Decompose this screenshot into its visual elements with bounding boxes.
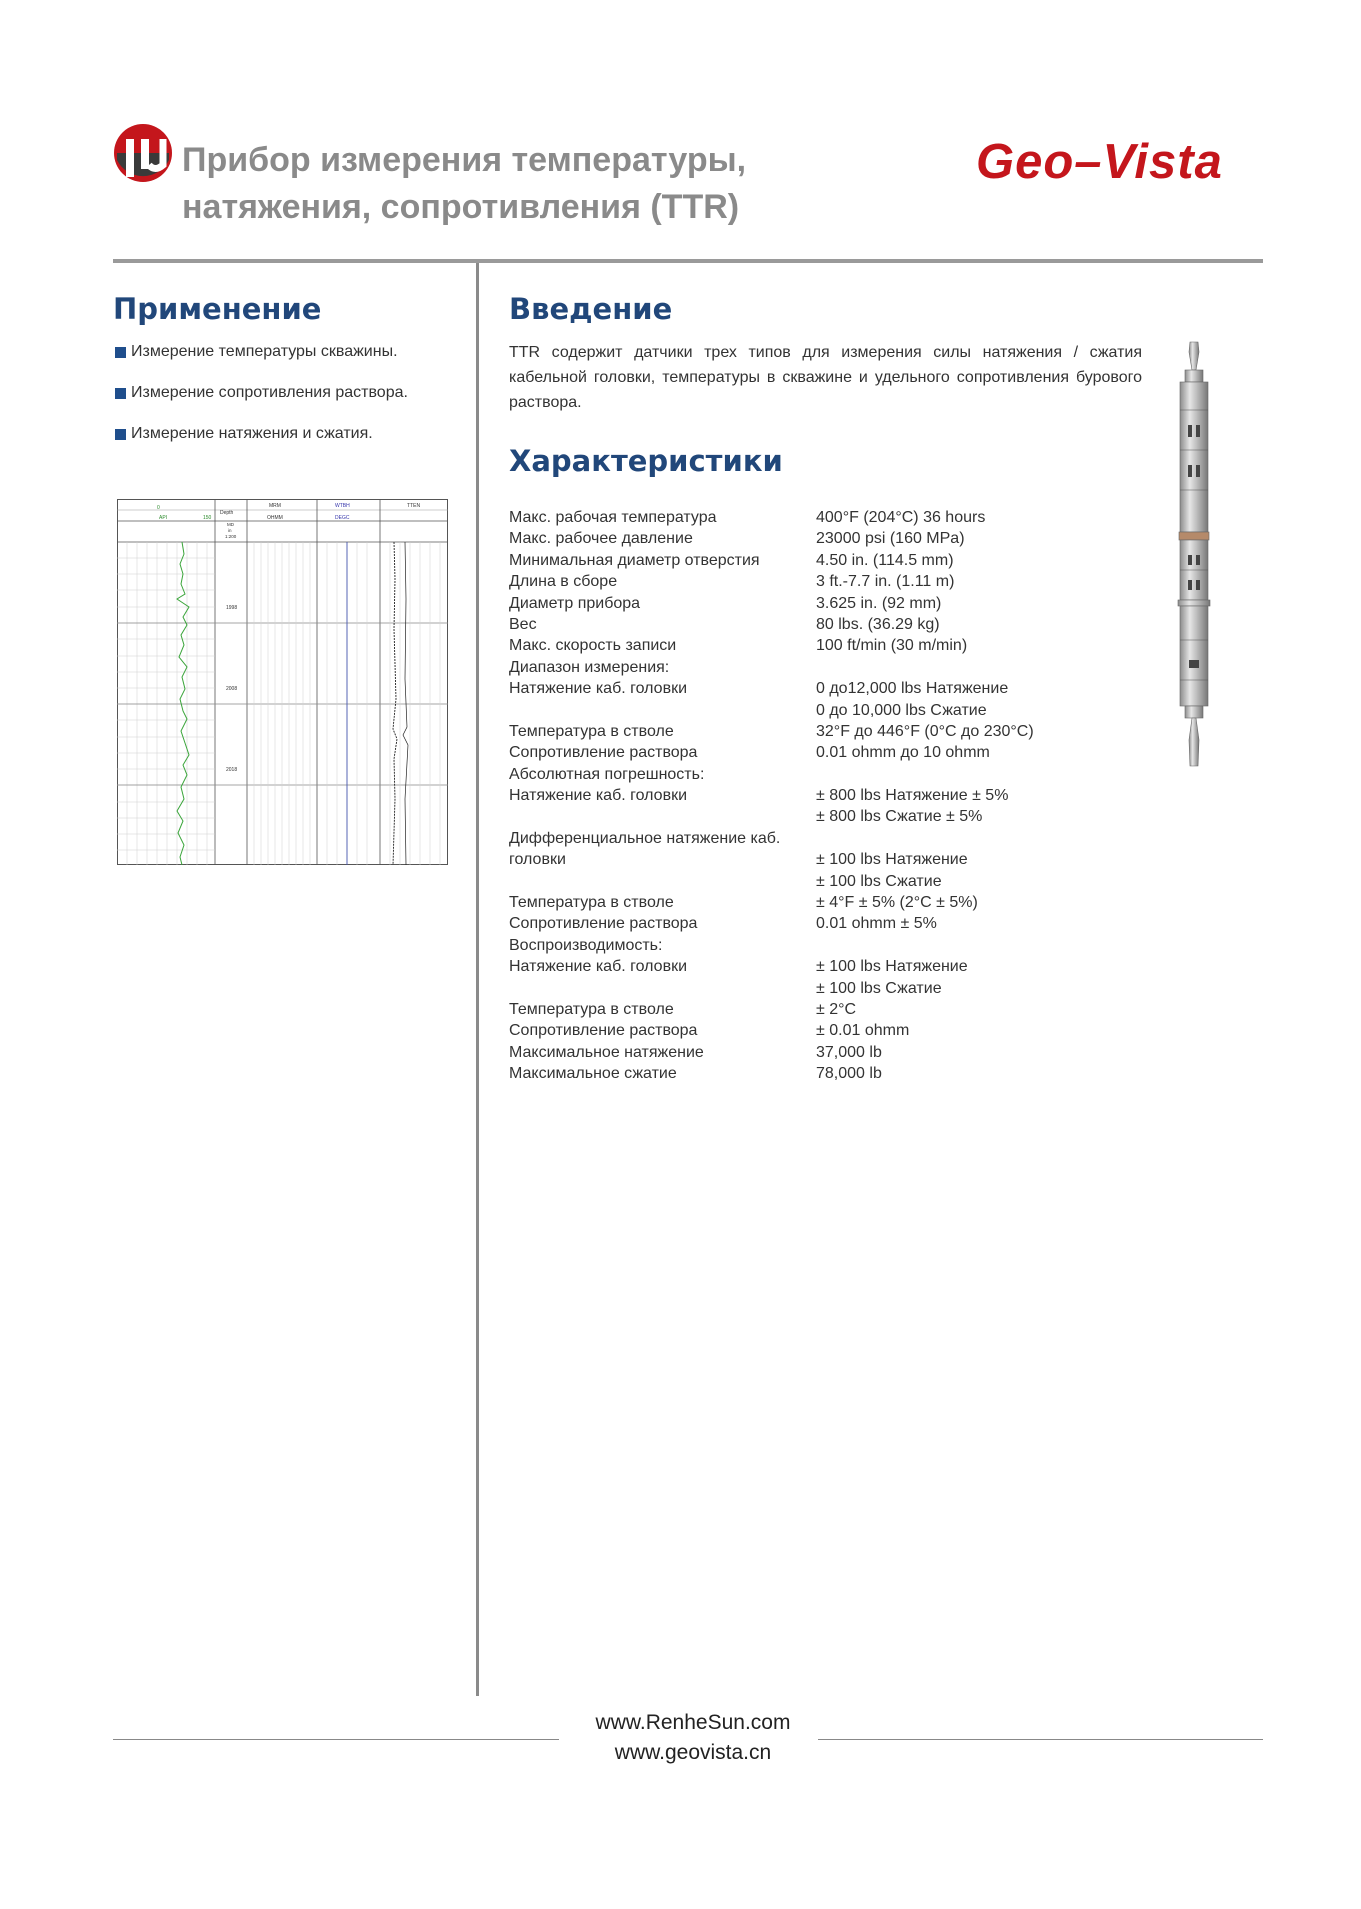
brand-logo-text: Geo–Vista xyxy=(976,135,1223,189)
depth-header: Depth xyxy=(220,510,234,516)
spec-label: Температура в стволе xyxy=(509,722,674,740)
spec-value: 78,000 lb xyxy=(816,1065,882,1083)
spec-value: 3.625 in. (92 mm) xyxy=(816,594,942,612)
spec-label: Вес xyxy=(509,615,537,633)
footer-link-renhesun[interactable]: www.RenheSun.com xyxy=(595,1711,791,1734)
spec-label: Минимальная диаметр отверстия xyxy=(509,551,760,569)
spec-label: Макс. рабочее давление xyxy=(509,530,693,548)
list-item xyxy=(113,343,408,384)
depth-tick: 1998 xyxy=(226,605,238,611)
bullet-icon xyxy=(115,388,126,399)
track1-scale-unit: API xyxy=(159,515,168,521)
well-log-image xyxy=(117,499,448,865)
footer-rule-left xyxy=(113,1739,559,1740)
spec-value: 100 ft/min (30 m/min) xyxy=(816,637,968,655)
bullet-icon xyxy=(115,429,126,440)
application-heading: Применение xyxy=(113,292,322,326)
spec-value: ± 800 lbs Сжатие ± 5% xyxy=(816,808,983,826)
list-item-text: Измерение натяжения и сжатия. xyxy=(131,425,373,442)
spec-label: Диаметр прибора xyxy=(509,594,641,612)
track3-units: DEGC xyxy=(335,515,350,521)
depth-unit-in: in xyxy=(228,528,232,533)
title-line-1: Прибор измерения температуры, xyxy=(182,141,747,179)
application-list xyxy=(113,343,408,466)
spec-value: ± 100 lbs Сжатие xyxy=(816,872,942,890)
spec-label: Температура в стволе xyxy=(509,1000,674,1018)
spec-label: Натяжение каб. головки xyxy=(509,787,687,805)
track3-header: WTBH xyxy=(335,503,350,509)
spec-value: 0 до12,000 lbs Натяжение xyxy=(816,680,1009,698)
spec-value: ± 100 lbs Натяжение xyxy=(816,851,968,869)
track1-scale-max: 150 xyxy=(203,515,212,521)
spec-value: ± 4°F ± 5% (2°C ± 5%) xyxy=(816,894,978,912)
spec-label: Макс. скорость записи xyxy=(509,637,677,655)
spec-label: Воспроизводимость: xyxy=(509,936,663,954)
intro-text: TTR содержит датчики трех типов для измерения силы натяжения / сжатия кабельной головки, температуры в скважине и удельного сопротивления бурового раствора. xyxy=(509,344,1142,411)
spec-value: 4.50 in. (114.5 mm) xyxy=(816,551,954,569)
spec-label: Диапазон измерения: xyxy=(509,658,670,676)
depth-unit-md: MD xyxy=(227,522,234,527)
depth-unit-scale: 1:200 xyxy=(225,534,237,539)
track4-header: TTEN xyxy=(407,503,421,509)
intro-heading: Введение xyxy=(509,292,673,326)
column-divider xyxy=(476,263,479,1696)
list-item-text: Измерение сопротивления раствора. xyxy=(131,384,408,401)
track1-scale-min: 0 xyxy=(157,505,160,511)
bullet-icon xyxy=(115,347,126,358)
spec-label: Натяжение каб. головки xyxy=(509,958,687,976)
spec-value: 80 lbs. (36.29 kg) xyxy=(816,615,940,633)
company-logo xyxy=(113,122,173,184)
spec-label: Дифференциальное натяжение каб. xyxy=(509,829,781,847)
spec-label: Сопротивление раствора xyxy=(509,915,698,933)
track2-header: MRM xyxy=(269,503,281,509)
spec-value: ± 2°C xyxy=(816,1000,857,1018)
spec-value: ± 800 lbs Натяжение ± 5% xyxy=(816,787,1009,805)
spec-value: 3 ft.-7.7 in. (1.11 m) xyxy=(816,573,955,591)
list-item-text: Измерение температуры скважины. xyxy=(131,343,398,360)
spec-label: Абсолютная погрешность: xyxy=(509,765,705,783)
spec-label: головки xyxy=(509,851,566,869)
track2-units: OHMM xyxy=(267,515,283,521)
spec-value: 32°F до 446°F (0°C до 230°C) xyxy=(816,722,1034,740)
spec-label: Сопротивление раствора xyxy=(509,744,698,762)
spec-value: 37,000 lb xyxy=(816,1043,882,1061)
spec-label: Максимальное натяжение xyxy=(509,1043,704,1061)
spec-value: ± 100 lbs Натяжение xyxy=(816,958,968,976)
depth-tick: 2018 xyxy=(226,767,238,773)
spec-label: Длина в сборе xyxy=(509,573,618,591)
characteristics-heading: Характеристики xyxy=(509,444,783,478)
spec-value: 0.01 ohmm ± 5% xyxy=(816,915,937,933)
spec-value: 23000 psi (160 MPa) xyxy=(816,530,965,548)
spec-value: 400°F (204°C) 36 hours xyxy=(816,509,986,526)
list-item xyxy=(113,425,408,466)
spec-label: Сопротивление раствора xyxy=(509,1022,698,1040)
depth-tick: 2008 xyxy=(226,686,238,692)
spec-label: Температура в стволе xyxy=(509,894,674,912)
spec-value: 0 до 10,000 lbs Сжатие xyxy=(816,701,987,719)
spec-label: Максимальное сжатие xyxy=(509,1065,677,1083)
ttr-tool-image xyxy=(1168,340,1220,768)
footer-link-geovista[interactable]: www.geovista.cn xyxy=(614,1741,772,1764)
spec-value: ± 0.01 ohmm xyxy=(816,1022,910,1040)
spec-label: Макс. рабочая температура xyxy=(509,509,717,526)
spec-value: 0.01 ohmm до 10 ohmm xyxy=(816,744,990,762)
spec-label: Натяжение каб. головки xyxy=(509,680,687,698)
footer-rule-right xyxy=(818,1739,1263,1740)
title-line-2: натяжения, сопротивления (TTR) xyxy=(182,188,740,226)
page-title xyxy=(182,137,746,231)
header-divider xyxy=(113,259,1263,263)
spec-value: ± 100 lbs Сжатие xyxy=(816,979,942,997)
list-item xyxy=(113,384,408,425)
